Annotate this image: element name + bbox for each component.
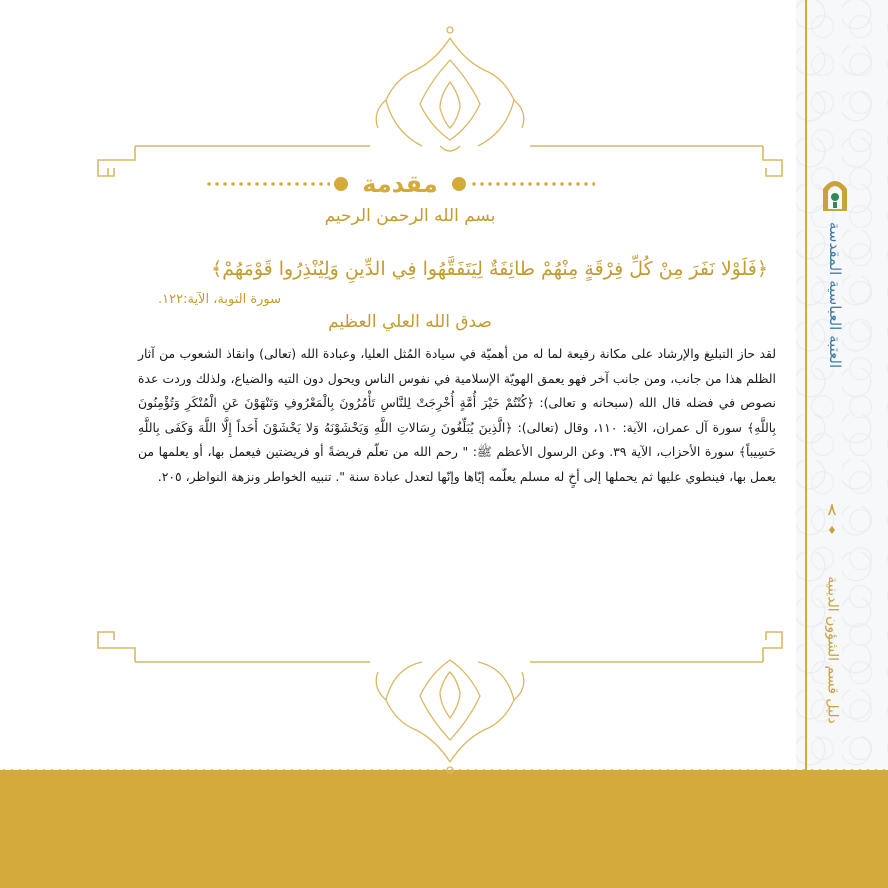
bottom-ornament-icon <box>376 660 524 773</box>
page-title: مقدمة <box>362 170 438 198</box>
institution-name: العتبة العباسية المقدسة <box>826 221 845 369</box>
page-number: ٨ <box>827 500 837 520</box>
basmala: بسم الله الرحمن الرحيم <box>324 206 496 226</box>
section-heading <box>190 166 610 202</box>
running-title: دليل قسم الشؤون الدينية <box>825 576 842 724</box>
verse-reference: سورة التوبة، الآية:١٢٢. <box>158 292 282 307</box>
heading-dot-right <box>452 177 466 191</box>
heading-dots-right <box>470 182 595 186</box>
paragraph-text: لقد حاز التبليغ والإرشاد على مكانة رفيعة لما له من أهميّة في سيادة المُثل العليا، وعبادة الله (تعالى) وانقاذ الشعوب من آثار الظلم هذا من جانب، ومن جانب آخر فهو يعمق الهويّة الإسلامية في نفوس الناس ويحول دون التيه والضياع، ولذلك وردت عدة نصوص في فضله قال الله (سبحانه و تعالى): ﴿كُنْتُمْ خَيْرَ أُمَّةٍ أُخْرِجَتْ لِلنَّاسِ تَأْمُرُونَ بِالْمَعْرُوفِ وَتَنْهَوْنَ عَنِ الْمُنْكَرِ وَتُؤْمِنُونَ بِاللَّهِ﴾ سورة آل عمران، الآية: ١١٠، وقال (تعالى): ﴿الَّذِينَ يُبَلِّغُونَ رِسَالاتِ اللَّهِ وَيَخْشَوْنَهُ وَلا يَخْشَوْنَ أَحَداً إِلَّا اللَّهَ وَكَفَى بِاللَّهِ حَسِيباً﴾ سورة الأحزاب، الآية ٣٩. وعن الرسول الأعظم ﷺ: " رحم الله من تعلّم فريضةً أو فريضتين فيعمل بها، أو يعلمها من يعمل بها، فينطوي عليها ثم يحملها إلى أخٍ له مسلم يعلّمه إيّاها وإنّها لتعدل عبادة سنة ". تنبيه الخواطر ونزهة النواظر، ٢٠٥. <box>138 346 777 484</box>
quran-verse: ﴿فَلَوْلا نَفَرَ مِنْ كُلِّ فِرْقَةٍ مِنْهُمْ طائِفَةٌ لِيَتَفَقَّهُوا فِي الدِّينِ وَلِيُنْذِرُوا قَوْمَهُمْ﴾ <box>211 258 768 280</box>
body-paragraph <box>138 342 776 592</box>
verse-closing: صدق الله العلي العظيم <box>328 312 492 332</box>
top-ornament-icon <box>376 27 524 151</box>
heading-dots-left <box>205 182 330 186</box>
heading-dot-left <box>334 177 348 191</box>
